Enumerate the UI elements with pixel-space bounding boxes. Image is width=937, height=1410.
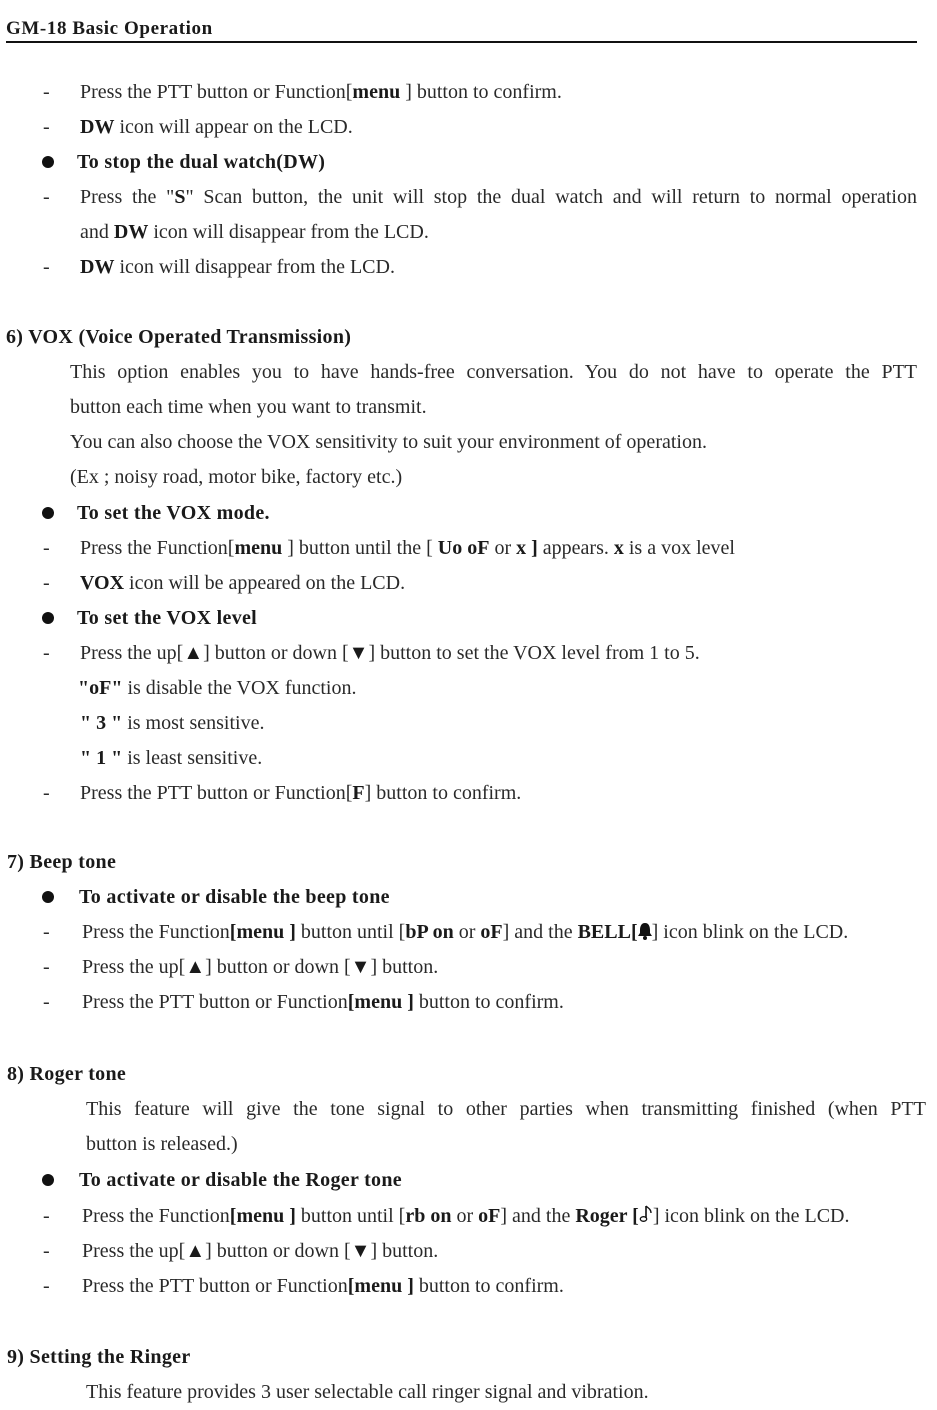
list-dash: - [43,921,50,943]
up-arrow-icon: ▲ [183,642,204,664]
bell-icon [638,922,652,940]
subheading-vox-level: To set the VOX level [77,607,258,629]
list-dash: - [43,537,50,559]
list-dash: - [43,991,50,1013]
list-dash: - [43,956,50,978]
up-arrow-icon: ▲ [185,956,206,978]
list-dash: - [43,186,50,208]
list-item: Press the up[▲] button or down [▼] button. [82,956,439,978]
list-dash: - [43,81,50,103]
subheading-vox-mode: To set the VOX mode. [77,502,270,524]
list-item: VOX icon will be appeared on the LCD. [80,572,406,594]
paragraph: button each time when you want to transmit. [70,396,427,418]
list-item: Press the Function[menu ] button until the [ Uo oF or x ] appears. x is a vox level [80,537,735,559]
subheading-stop-dual-watch: To stop the dual watch(DW) [77,151,326,173]
list-dash: - [43,1240,50,1262]
list-dash: - [43,256,50,278]
list-dash: - [43,1275,50,1297]
paragraph: This feature provides 3 user selectable call ringer signal and vibration. [86,1381,649,1403]
paragraph: You can also choose the VOX sensitivity to suit your environment of operation. [70,431,707,453]
list-item-continuation: " 3 " is most sensitive. [80,712,265,734]
list-item-continuation: and DW icon will disappear from the LCD. [80,221,429,243]
section-heading-ringer: 9) Setting the Ringer [7,1346,191,1368]
list-item: DW icon will appear on the LCD. [80,116,353,138]
down-arrow-icon: ▼ [350,1240,371,1262]
list-item: DW icon will disappear from the LCD. [80,256,395,278]
page-header: GM-18 Basic Operation [6,18,917,43]
paragraph: (Ex ; noisy road, motor bike, factory etc.) [70,466,403,488]
paragraph: button is released.) [86,1133,238,1155]
paragraph: This feature will give the tone signal to other parties when transmitting finished (when PTT [86,1098,926,1120]
list-dash: - [43,572,50,594]
down-arrow-icon: ▼ [348,642,369,664]
section-heading-vox: 6) VOX (Voice Operated Transmission) [6,326,352,348]
list-item: Press the Function[menu ] button until [bP on or oF] and the BELL[ ] icon blink on the LCD. [82,921,849,943]
section-heading-beep-tone: 7) Beep tone [7,851,117,873]
list-item: Press the PTT button or Function[menu ] button to confirm. [82,1275,564,1297]
list-item-continuation: "oF" is disable the VOX function. [78,677,357,699]
subheading-beep-tone: To activate or disable the beep tone [79,886,390,908]
list-dash: - [43,116,50,138]
section-heading-roger-tone: 8) Roger tone [7,1063,127,1085]
bullet-dot [42,891,54,903]
list-dash: - [43,642,50,664]
list-item: Press the "S" Scan button, the unit will stop the dual watch and will return to normal operation [80,186,917,208]
up-arrow-icon: ▲ [185,1240,206,1262]
down-arrow-icon: ▼ [350,956,371,978]
paragraph: This option enables you to have hands-free conversation. You do not have to operate the PTT [70,361,917,383]
list-item-continuation: " 1 " is least sensitive. [80,747,263,769]
list-item: Press the Function[menu ] button until [rb on or oF] and the Roger [ ] icon blink on the LCD. [82,1205,850,1227]
list-item: Press the PTT button or Function[menu ] button to confirm. [80,81,562,103]
list-item: Press the up[▲] button or down [▼] button to set the VOX level from 1 to 5. [80,642,700,664]
bullet-dot [42,612,54,624]
music-note-icon [639,1204,653,1224]
list-dash: - [43,782,50,804]
list-item: Press the up[▲] button or down [▼] button. [82,1240,439,1262]
bullet-dot [42,1174,54,1186]
subheading-roger-tone: To activate or disable the Roger tone [79,1169,402,1191]
bullet-dot [42,156,54,168]
list-item: Press the PTT button or Function[menu ] button to confirm. [82,991,564,1013]
list-item: Press the PTT button or Function[F] button to confirm. [80,782,522,804]
bullet-dot [42,507,54,519]
list-dash: - [43,1205,50,1227]
